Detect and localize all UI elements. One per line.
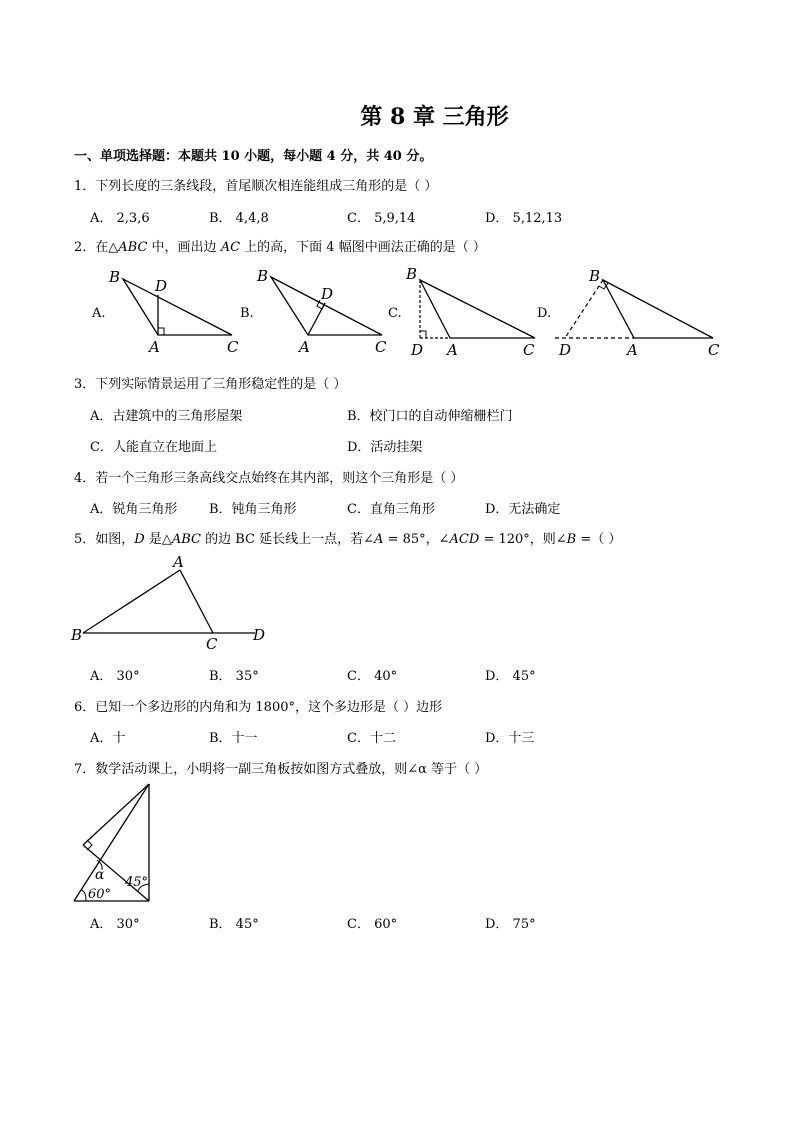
q2d-height-line [565, 280, 603, 338]
q5-label-d: D [253, 626, 266, 644]
q7-label-60: 60° [88, 887, 112, 902]
q4-option-b[interactable]: B．钝角三角形 [209, 502, 297, 517]
q2a-label-c: C [227, 338, 239, 356]
question-4-stem: 4．若一个三角形三条高线交点始终在其内部，则这个三角形是（ ） [74, 471, 464, 486]
q5-option-d[interactable]: D． 45° [485, 669, 536, 684]
question-1-stem: 1．下列长度的三条线段，首尾顺次相连能组成三角形的是（ ） [74, 179, 438, 194]
q7-60-arc [81, 890, 86, 901]
q2c-label-a: A [447, 341, 458, 359]
q2-var-ac: AC [220, 240, 241, 255]
q2-option-b[interactable]: B. [240, 306, 254, 321]
q2-stem-prefix: 2．在△ [74, 240, 119, 255]
q5-label-c: C [206, 635, 218, 653]
q5-option-c[interactable]: C． 40° [347, 669, 398, 684]
q7-option-b[interactable]: B． 45° [209, 917, 259, 932]
q6-option-d[interactable]: D．十三 [485, 731, 535, 746]
question-5-stem [74, 528, 621, 547]
q2-figure-c [403, 262, 543, 360]
q4-option-a[interactable]: A．锐角三角形 [90, 502, 178, 517]
q3-option-c[interactable]: C．人能直立在地面上 [90, 440, 217, 455]
q2d-label-c: C [708, 341, 720, 359]
q3-option-a[interactable]: A．古建筑中的三角形屋架 [90, 409, 243, 424]
q5-part1: 5．如图， [74, 532, 135, 547]
question-3-stem: 3．下列实际情景运用了三角形稳定性的是（ ） [74, 377, 347, 392]
q5-line-ba [83, 570, 180, 633]
q5-part3: 的边 BC 延长线上一点，若∠ [201, 532, 375, 547]
q2-figure-d [551, 264, 727, 360]
q5-part4: = 85°，∠ [383, 532, 450, 547]
q5-var-abc: ABC [171, 532, 201, 547]
q2-option-c[interactable]: C. [388, 306, 402, 321]
q2a-triangle [123, 279, 232, 335]
q2c-right-angle-mark [420, 331, 426, 338]
q1-option-d[interactable]: D． 5,12,13 [485, 211, 563, 226]
q2c-label-b: B [406, 265, 418, 283]
q5-option-a[interactable]: A． 30° [90, 669, 140, 684]
q6-option-b[interactable]: B．十一 [209, 731, 258, 746]
q1-option-c[interactable]: C． 5,9,14 [347, 211, 416, 226]
section-heading: 一、单项选择题：本题共 10 小题，每小题 4 分，共 40 分。 [74, 149, 433, 164]
q4-option-d[interactable]: D．无法确定 [485, 502, 561, 517]
q5-part6: =（ ） [576, 532, 622, 547]
q5-line-ac [180, 570, 213, 633]
q2c-triangle [420, 280, 535, 338]
q1-option-b[interactable]: B． 4,4,8 [209, 211, 269, 226]
q3-option-b[interactable]: B．校门口的自动伸缩栅栏门 [347, 409, 513, 424]
q6-option-c[interactable]: C．十二 [347, 731, 396, 746]
q5-var-acd: ACD [449, 532, 480, 547]
q5-var-b: B [566, 532, 577, 547]
page-title: 第 8 章 三角形 [360, 104, 509, 130]
q2c-label-d: D [411, 341, 424, 359]
q2b-label-d: D [321, 285, 334, 303]
q5-label-a: A [173, 553, 184, 571]
q2d-label-a: A [627, 341, 638, 359]
q5-figure [70, 553, 270, 653]
q2d-triangle [603, 280, 713, 338]
question-2-stem [74, 236, 486, 255]
q2c-label-c: C [523, 341, 535, 359]
q2a-label-d: D [155, 277, 168, 295]
q2b-label-b: B [257, 267, 269, 285]
q2-stem-mid: 中，画出边 [147, 240, 221, 255]
q7-label-alpha: α [95, 867, 105, 883]
q1-option-a[interactable]: A． 2,3,6 [90, 211, 150, 226]
q5-var-a: A [374, 532, 384, 547]
q5-var-d: D [134, 532, 145, 547]
q7-option-d[interactable]: D． 75° [485, 917, 536, 932]
q5-label-b: B [71, 626, 83, 644]
q2a-label-a: A [149, 338, 160, 356]
q6-option-a[interactable]: A．十 [90, 731, 126, 746]
q7-label-45: 45° [125, 875, 149, 890]
q4-option-c[interactable]: C．直角三角形 [347, 502, 435, 517]
q2-option-d[interactable]: D. [537, 306, 552, 321]
q5-option-b[interactable]: B． 35° [209, 669, 259, 684]
q2-var-abc: ABC [118, 240, 148, 255]
q7-option-a[interactable]: A． 30° [90, 917, 140, 932]
q3-option-d[interactable]: D．活动挂架 [347, 440, 423, 455]
q2d-label-b: B [589, 267, 601, 285]
q2b-label-c: C [375, 338, 387, 356]
q2-option-a[interactable]: A. [92, 306, 106, 321]
question-6-stem: 6．已知一个多边形的内角和为 1800°，这个多边形是（ ）边形 [74, 700, 443, 715]
q2a-right-angle-mark [158, 328, 164, 335]
q2b-label-a: A [299, 338, 310, 356]
q7-figure [68, 780, 158, 906]
q2-stem-suffix: 上的高，下面 4 幅图中画法正确的是（ ） [240, 240, 486, 255]
q5-part5: = 120°，则∠ [479, 532, 567, 547]
q7-option-c[interactable]: C． 60° [347, 917, 398, 932]
q5-part2: 是△ [144, 532, 172, 547]
q2-figure-a [105, 265, 245, 357]
q2-figure-b [255, 265, 395, 357]
q2a-label-b: B [109, 268, 121, 286]
q2d-label-d: D [559, 341, 572, 359]
question-7-stem: 7．数学活动课上，小明将一副三角板按如图方式叠放，则∠α 等于（ ） [74, 762, 488, 777]
